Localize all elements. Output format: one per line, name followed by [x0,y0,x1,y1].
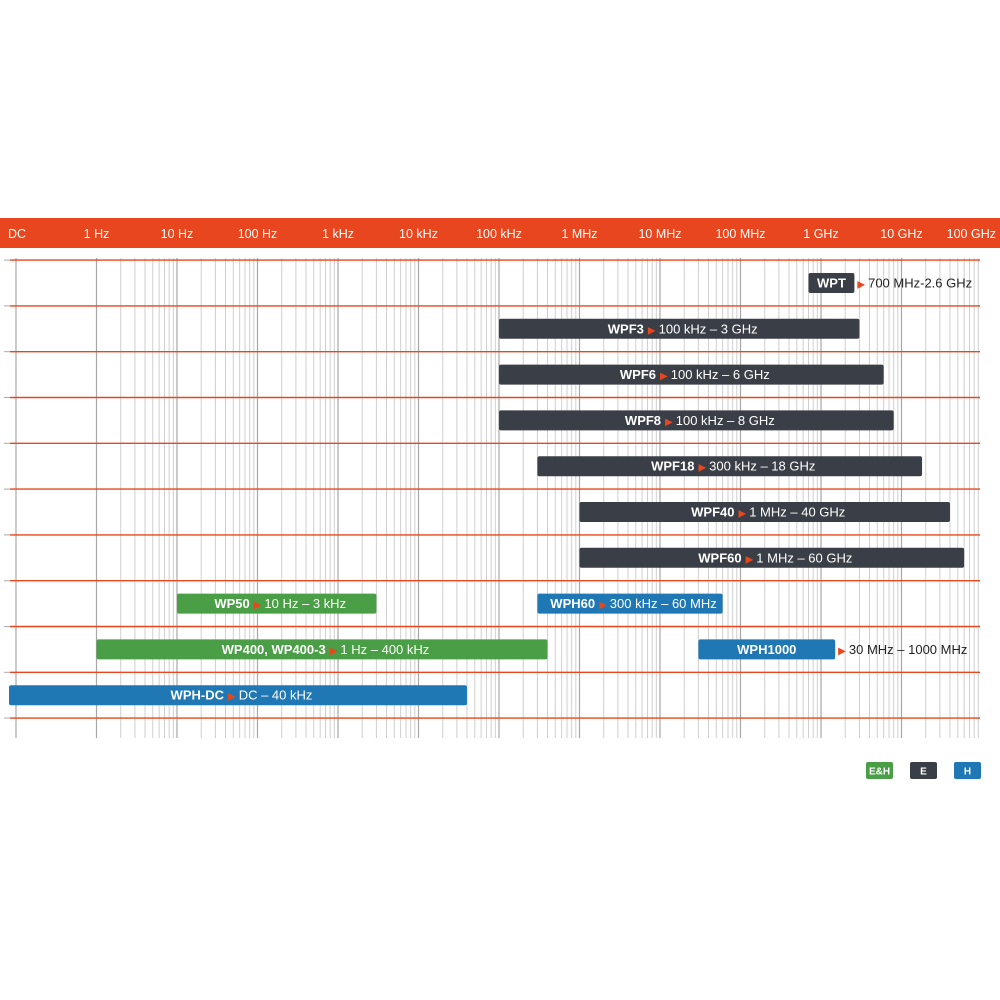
arrow-icon: ▶ [329,645,338,657]
bar-wpf3 [499,319,859,339]
bar-name: WPF6 [619,367,657,383]
legend-label: H [963,766,972,778]
legend-item-h [954,762,981,779]
legend-label: E [920,766,927,778]
tick-label: 1 Hz [83,227,110,241]
tick-label: 10 Hz [160,227,194,241]
bar-wph60 [537,594,722,614]
bar-range: 30 MHz – 1000 MHz [848,641,968,657]
bar-range: 100 kHz – 3 GHz [658,321,758,337]
bar-name: WPF3 [607,321,644,337]
tick-label: 100 GHz [946,227,996,241]
legend-item-e [910,762,937,779]
bar-range: 100 kHz – 8 GHz [675,412,775,428]
bar-label [737,642,967,657]
arrow-icon: ▶ [665,416,673,428]
tick-label: 10 kHz [399,227,438,241]
bar-range: 300 kHz – 60 MHz [609,596,717,612]
bar-range: 1 Hz – 400 kHz [340,641,430,657]
arrow-icon: ▶ [599,600,607,612]
bar-label [691,505,845,520]
bar-wpf60 [580,548,965,568]
bar-name: WPF8 [624,412,662,428]
bar-wpf6 [499,365,884,385]
arrow-icon: ▶ [227,691,236,703]
bar-name: WP50 [214,596,250,612]
legend-label: E&H [868,766,891,778]
bar-label [620,367,770,382]
legend [866,762,981,779]
bar-name: WPH60 [550,596,596,612]
bar-name: WP400, WP400-3 [221,641,326,657]
arrow-icon: ▶ [253,600,262,612]
tick-label: 10 MHz [638,227,682,241]
bar-wp400-wp400-3 [97,639,548,659]
legend-item-e-h [866,762,893,779]
bar-name: WPF18 [651,458,695,474]
tick-label: 1 kHz [322,227,354,241]
bar-wph-dc [9,685,467,705]
bar-wph1000 [698,639,967,659]
bar-wpt [809,273,973,293]
bar-name: WPH1000 [737,641,797,657]
tick-label: 100 MHz [715,227,766,241]
bar-wp50 [177,594,376,614]
bar-range: 1 MHz – 40 GHz [749,504,846,520]
tick-label: 10 GHz [880,227,923,241]
bar-wpf8 [499,410,894,430]
bar-label [625,413,775,428]
arrow-icon: ▶ [698,462,707,474]
bar-name: WPH-DC [170,687,224,703]
arrow-icon: ▶ [738,508,747,520]
bar-range: 1 MHz – 60 GHz [756,550,853,566]
bar-range: 300 kHz – 18 GHz [709,458,816,474]
arrow-icon: ▶ [838,645,846,657]
bar-name: WPF40 [691,504,735,520]
bar-range: 100 kHz – 6 GHz [670,367,770,383]
arrow-icon: ▶ [647,325,656,337]
bar-range: 700 MHz-2.6 GHz [868,275,973,291]
bar-wpf18 [537,456,922,476]
bar-label [698,550,852,565]
arrow-icon: ▶ [745,554,754,566]
bar-label [214,596,346,611]
bar-range: DC – 40 kHz [238,687,313,703]
tick-label: 100 kHz [476,227,522,241]
bar-wpf40 [580,502,950,522]
arrow-icon: ▶ [660,371,668,383]
bar-name: WPF60 [698,550,742,566]
arrow-icon: ▶ [857,279,866,291]
bar-label [651,459,815,474]
bar-name: WPT [817,275,846,291]
bar-range: 10 Hz – 3 kHz [264,596,347,612]
tick-label: 100 Hz [237,227,278,241]
bar-label [222,642,430,657]
bar-label [817,276,972,291]
bar-label [608,321,758,336]
bar-label [550,596,716,611]
tick-label: DC [8,227,27,241]
tick-label: 1 GHz [803,227,839,241]
tick-label: 1 MHz [561,227,598,241]
bar-label [171,688,313,703]
